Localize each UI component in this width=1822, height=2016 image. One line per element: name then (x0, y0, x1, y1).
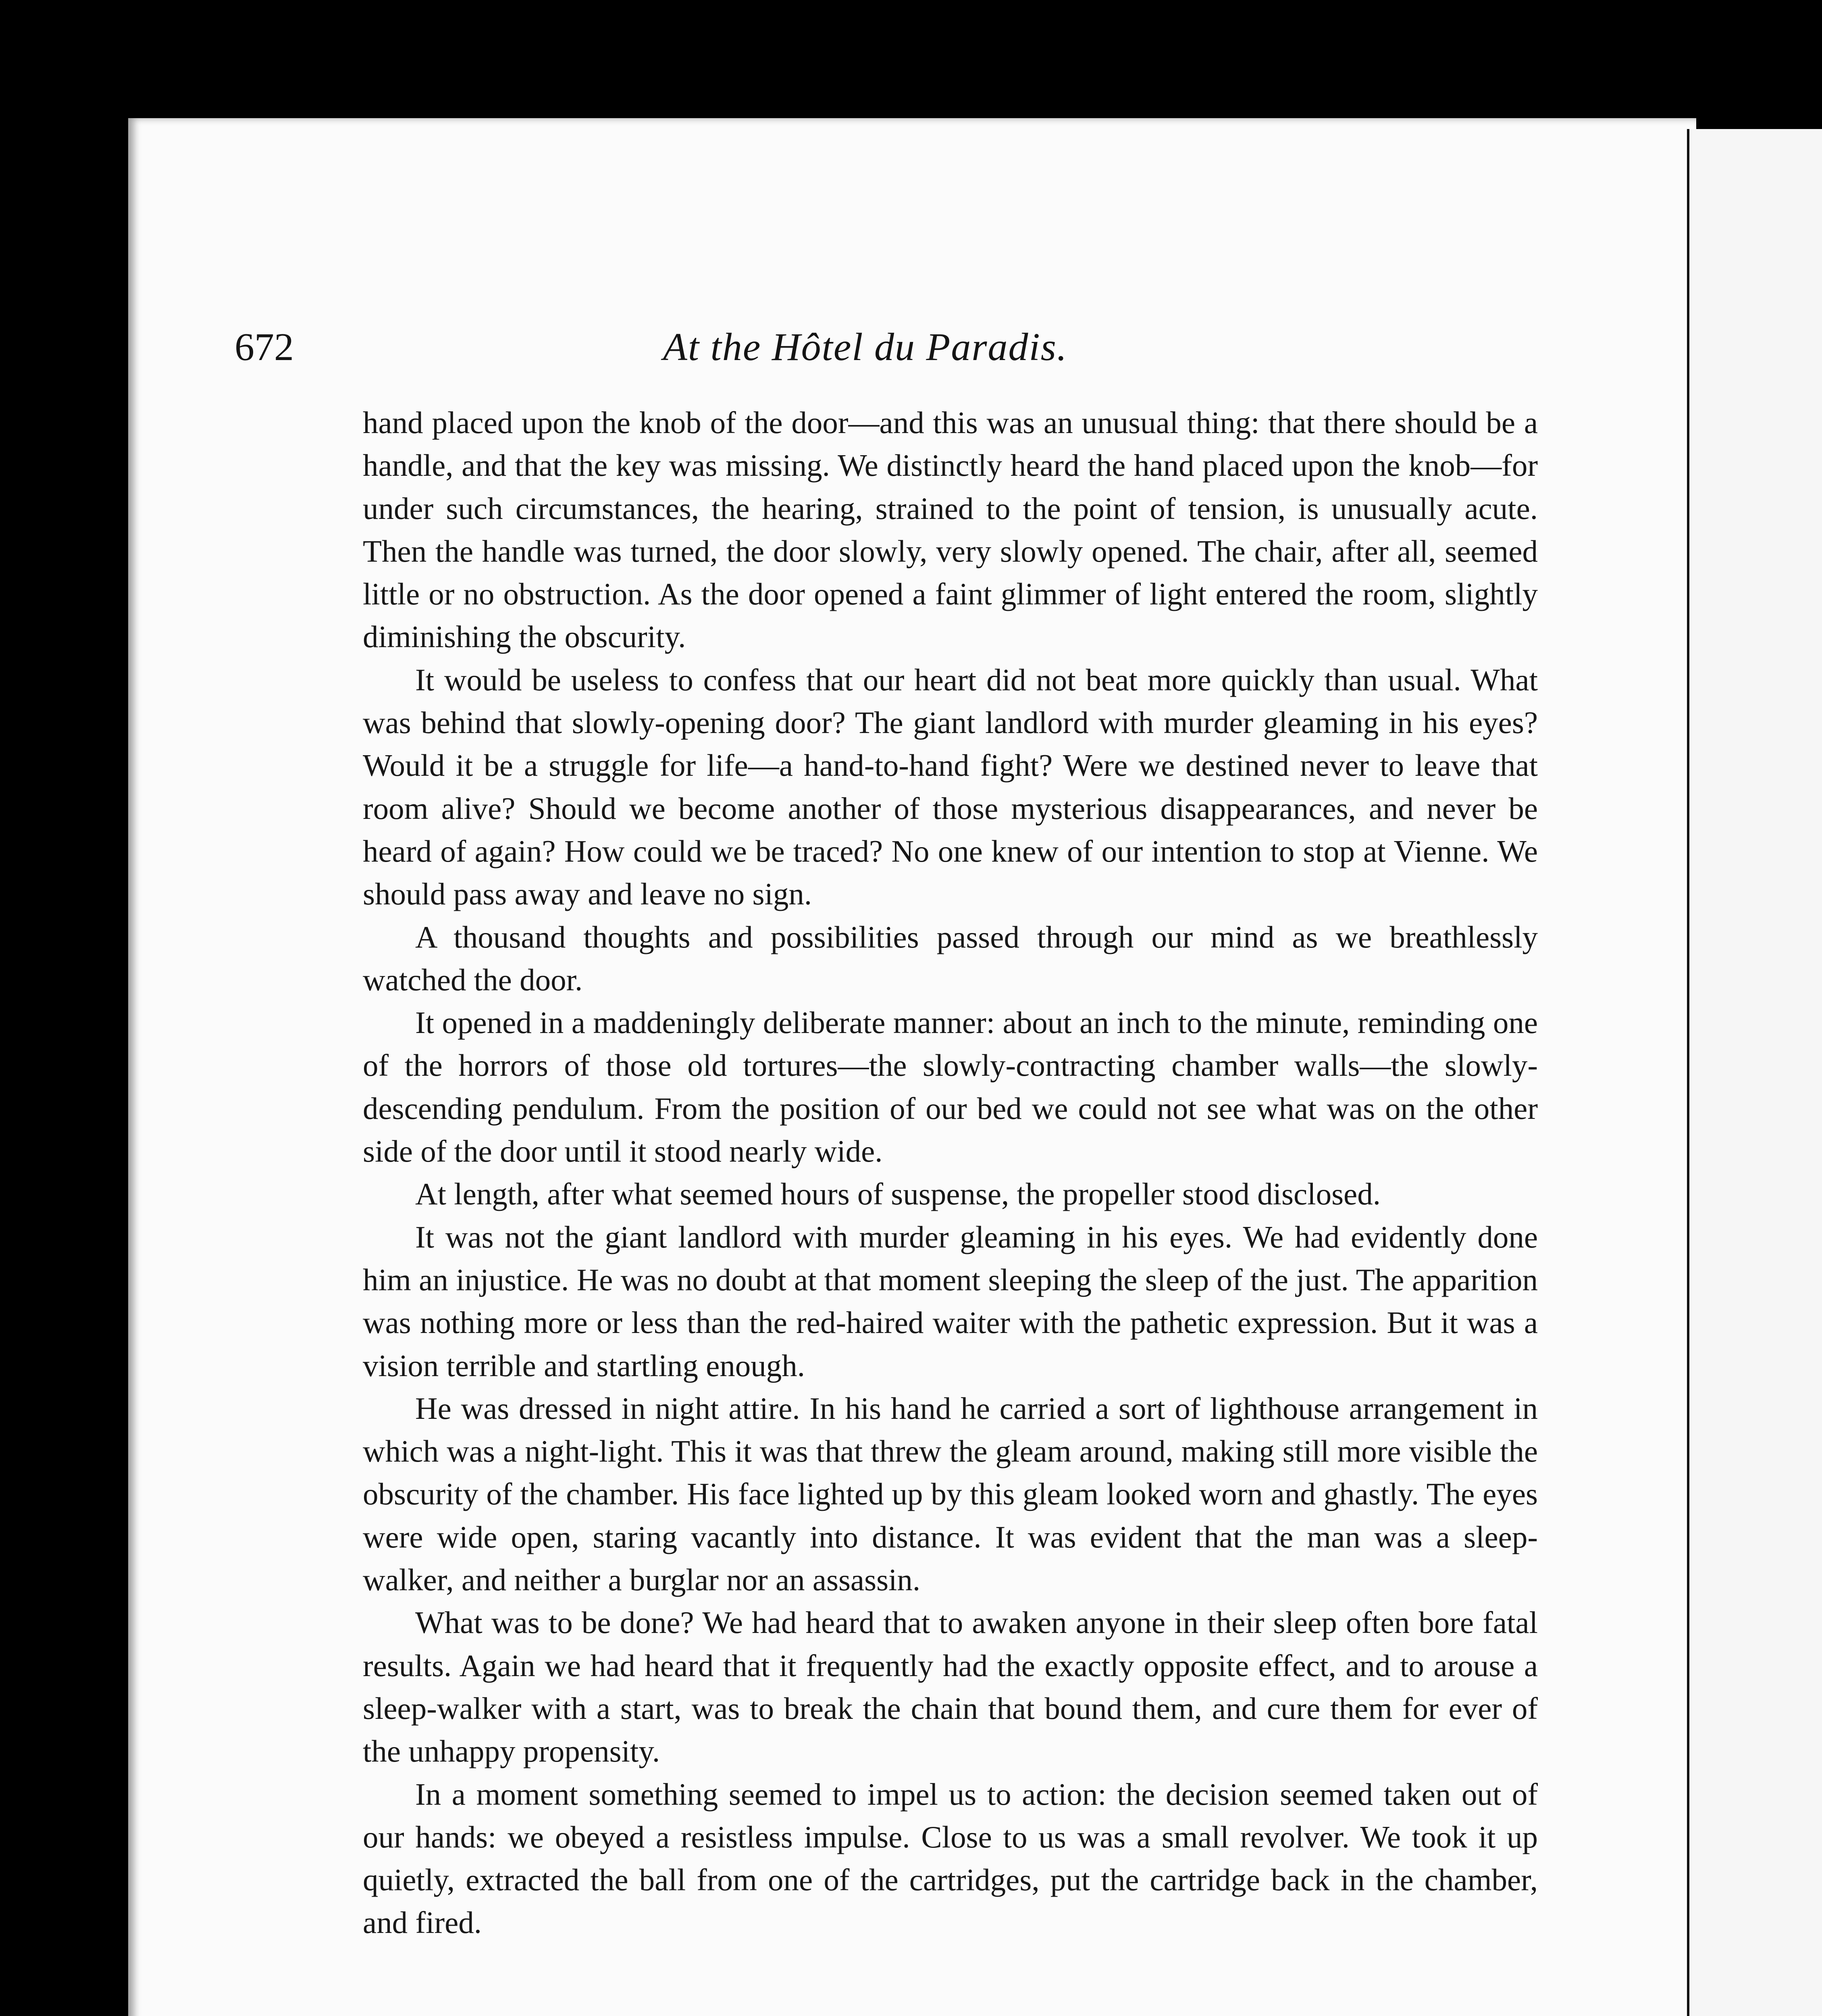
page-number: 672 (235, 325, 294, 369)
paragraph: It would be useless to confess that our heart did not beat more quickly than usual. What was behind that slowly-opening door? The giant landlord with murder gleaming in his eyes? Would it be a struggle for life—a hand-to-hand fight? Were we destined never to leave that room alive? Should we become another of those mysterious disappearances, and never be heard of again? How could we be traced? No one knew of our intention to stop at Vienne. We should pass away and leave no sign. (363, 662, 1538, 912)
adjacent-page-edge (1687, 129, 1822, 2016)
paragraph: It was not the giant landlord with murder gleaming in his eyes. We had evidently done him an injustice. He was no doubt at that moment sleeping the sleep of the just. The apparition was nothing more or less than the red-haired waiter with the pathetic expression. But it was a vision terrible and startling enough. (363, 1219, 1538, 1383)
paragraph: A thousand thoughts and possibilities passed through our mind as we breathlessly watched the door. (363, 919, 1538, 997)
paragraph: At length, after what seemed hours of suspense, the propeller stood disclosed. (415, 1177, 1381, 1212)
page-header (235, 325, 1533, 377)
running-title: At the Hôtel du Paradis. (663, 325, 1068, 369)
paragraph: He was dressed in night attire. In his hand he carried a sort of lighthouse arrangement in which was a night-light. This it was that threw the gleam around, making still more visible the obscurity of the chamber. His face lighted up by this gleam looked worn and ghastly. The eyes were wide open, staring vacantly into distance. It was evident that the man was a sleep-walker, and neither a burglar nor an assassin. (363, 1391, 1538, 1597)
paragraph: It opened in a maddeningly deliberate manner: about an inch to the minute, reminding one of the horrors of those old tortures—the slowly-contracting chamber walls—the slowly-descending pendulum. From the position of our bed we could not see what was on the other side of the door until it stood nearly wide. (363, 1005, 1538, 1169)
paragraph: In a moment something seemed to impel us to action: the decision seemed taken out of our hands: we obeyed a resistless impulse. Close to us was a small revolver. We took it up quietly, extracted the ball from one of the cartridges, put the cartridge back in the chamber, and fired. (363, 1776, 1538, 1940)
paragraph-continued: hand placed upon the knob of the door—and this was an unusual thing: that there should be a handle, and that the key was missing. We distinctly heard the hand placed upon the knob—for under such circumstances, the hearing, strained to the point of tension, is unusually acute. Then the handle was turned, the door slowly, very slowly opened. The chair, after all, seemed little or no obstruction. As the door opened a faint glimmer of light entered the room, slightly diminishing the obscurity. (363, 405, 1538, 654)
paragraph: What was to be done? We had heard that to awaken anyone in their sleep often bore fatal results. Again we had heard that it frequently had the exactly opposite effect, and to arouse a sleep-walker with a start, was to break the chain that bound them, and cure them for ever of the unhappy propensity. (363, 1605, 1538, 1769)
body-text (363, 401, 1538, 1944)
